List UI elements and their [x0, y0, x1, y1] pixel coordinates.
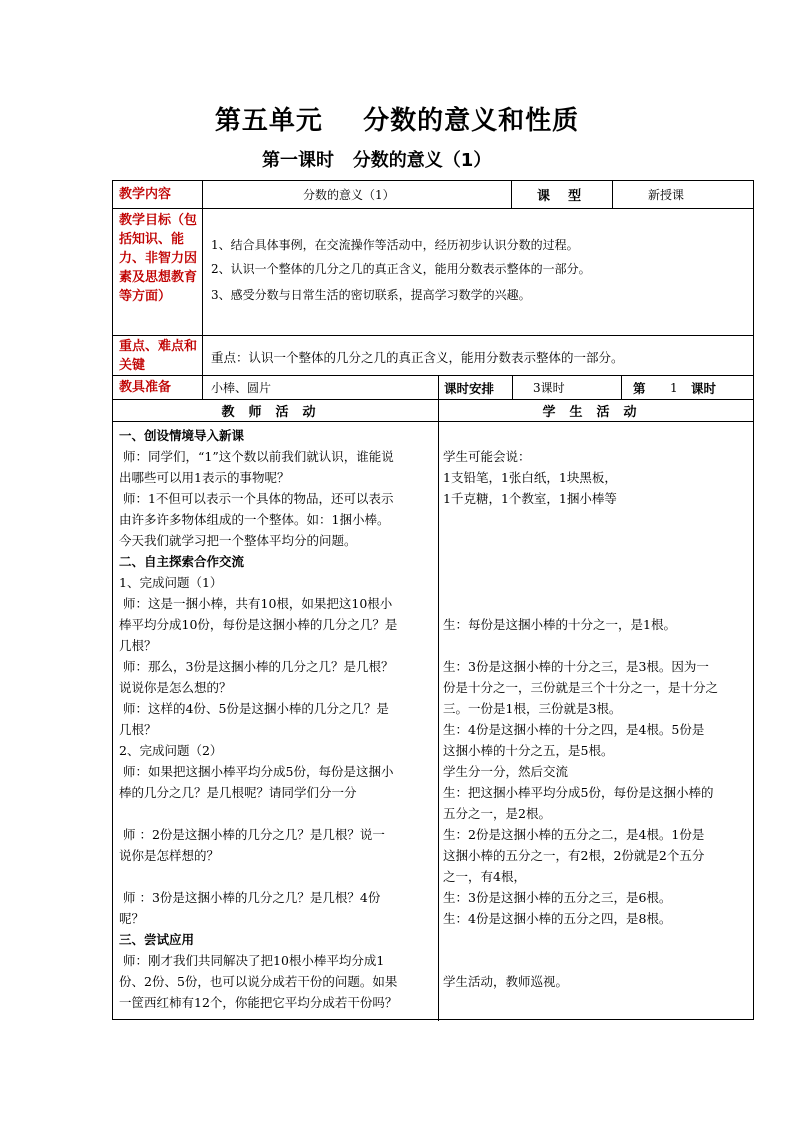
teacher-line: 份、2份、5份，也可以说分成若干份的问题。如果: [119, 974, 398, 989]
student-line: [443, 572, 753, 593]
teacher-line: 棒平均分成10份，每份是这捆小棒的几分之几？是: [119, 617, 398, 632]
student-line: 学生分一分，然后交流: [443, 764, 569, 779]
col-divider: [511, 181, 512, 208]
student-line: [443, 992, 753, 1013]
student-line: 生：3份是这捆小棒的十分之三，是3根。因为一: [443, 659, 709, 674]
teacher-line: [119, 803, 435, 824]
teacher-activity-header: 教师活动: [221, 405, 330, 420]
student-line: 生：2份是这捆小棒的五分之二，是4根。1份是: [443, 827, 705, 842]
student-line: 生：把这捆小棒平均分成5份，每份是这捆小棒的: [443, 785, 714, 800]
section-heading: 三、尝试应用: [119, 932, 195, 947]
schedule-label: 课时安排: [444, 381, 495, 396]
student-line: 三。一份是1根，三份就是3根。: [443, 701, 622, 716]
content-label: 教学内容: [119, 187, 172, 202]
teacher-line: 2、完成问题（2）: [119, 743, 223, 758]
col-divider: [438, 375, 439, 1021]
student-line: 份是十分之一，三份就是三个十分之一，是十分之: [443, 680, 719, 695]
student-line: [443, 635, 753, 656]
student-line: 1千克糖，1个教室，1捆小棒等: [443, 491, 617, 506]
goal-item: 1、结合具体事例，在交流操作等活动中，经历初步认识分数的过程。: [211, 238, 579, 252]
lesson-plan-table: [112, 180, 754, 1020]
teacher-line: [119, 866, 435, 887]
col-divider: [202, 181, 203, 399]
student-line: [443, 950, 753, 971]
student-line: 这捆小棒的五分之一，有2根，2份就是2个五分: [443, 848, 705, 863]
row-divider: [113, 421, 753, 422]
student-line: [443, 551, 753, 572]
student-line: 1支铅笔，1张白纸，1块黑板，: [443, 470, 617, 485]
teacher-line: 师：这样的4份、5份是这捆小棒的几分之几？是: [119, 701, 389, 716]
key-value: 重点：认识一个整体的几分之几的真正含义，能用分数表示整体的一部分。: [211, 350, 624, 365]
teacher-line: 今天我们就学习把一个整体平均分的问题。: [119, 533, 357, 548]
goals-label: 教学目标（包括知识、能力、非智力因素及思想教育等方面）: [119, 213, 198, 304]
teacher-line: 几根？: [119, 638, 157, 653]
teacher-line: 一筐西红柿有12个，你能把它平均分成若干份吗？: [119, 995, 398, 1010]
row-divider: [113, 335, 753, 336]
tools-label: 教具准备: [119, 380, 172, 395]
col-divider: [612, 181, 613, 208]
section-heading: 二、自主探索合作交流: [119, 554, 245, 569]
content-value: 分数的意义（1）: [303, 188, 395, 202]
teacher-line: 师：刚才我们共同解决了把10根小棒平均分成1: [119, 953, 385, 968]
key-label: 重点、难点和关键: [119, 339, 198, 373]
row-divider: [113, 399, 753, 400]
student-line: 之一，有4根，: [443, 869, 526, 884]
teacher-line: 师：这是一捆小棒，共有10根，如果把这10根小: [119, 596, 393, 611]
teacher-line: 由许多许多物体组成的一个整体。如：1捆小棒。: [119, 512, 390, 527]
period-number: 1: [670, 381, 678, 395]
student-activity-header: 学生活动: [542, 405, 651, 420]
goals-list: [211, 236, 751, 304]
tools-value: 小棒、圆片: [211, 381, 272, 395]
section-heading: 一、创设情境导入新课: [119, 428, 245, 443]
teacher-line: 师 ：2份是这捆小棒的几分之几？是几根？说一: [119, 827, 385, 842]
student-line: 学生可能会说：: [443, 449, 531, 464]
student-line: [443, 509, 753, 530]
teacher-line: 师：那么，3份是这捆小棒的几分之几？是几根？: [119, 659, 394, 674]
type-value: 新授课: [648, 188, 685, 202]
student-line: 生：4份是这捆小棒的十分之四，是4根。5份是: [443, 722, 705, 737]
schedule-value: 3课时: [533, 381, 565, 395]
student-line: [443, 530, 753, 551]
student-line: [443, 425, 753, 446]
student-line: 生：3份是这捆小棒的五分之三，是6根。: [443, 890, 672, 905]
goal-item: 3、感受分数与日常生活的密切联系，提高学习数学的兴趣。: [211, 288, 531, 302]
type-label: 课 型: [537, 189, 582, 204]
teacher-line: 师：同学们，“1”这个数以前我们就认识，谁能说: [119, 449, 394, 464]
student-line: [443, 593, 753, 614]
student-line: 生：4份是这捆小棒的五分之四，是8根。: [443, 911, 672, 926]
row-divider: [113, 375, 753, 376]
student-line: [443, 929, 753, 950]
col-divider: [512, 375, 513, 399]
lesson-subtitle: 第一课时 分数的意义（1）: [262, 150, 492, 171]
student-line: 五分之一，是2根。: [443, 806, 551, 821]
row-divider: [113, 208, 753, 209]
teacher-line: 呢？: [119, 911, 145, 926]
page-title: 第五单元 分数的意义和性质: [214, 106, 580, 136]
teacher-line: 师：如果把这捆小棒平均分成5份，每份是这捆小: [119, 764, 394, 779]
period-prefix: 第: [633, 381, 646, 396]
student-activity-column: [443, 425, 753, 1013]
goal-item: 2、认识一个整体的几分之几的真正含义，能用分数表示整体的一部分。: [211, 262, 591, 276]
teacher-activity-column: [119, 425, 435, 1013]
student-line: 学生活动，教师巡视。: [443, 974, 569, 989]
teacher-line: 说你是怎样想的？: [119, 848, 220, 863]
teacher-line: 几根？: [119, 722, 157, 737]
teacher-line: 1、完成问题（1）: [119, 575, 223, 590]
teacher-line: 师：1不但可以表示一个具体的物品，还可以表示: [119, 491, 394, 506]
teacher-line: 说说你是怎么想的？: [119, 680, 232, 695]
teacher-line: 出哪些可以用1表示的事物呢？: [119, 470, 290, 485]
student-line: 生：每份是这捆小棒的十分之一，是1根。: [443, 617, 676, 632]
student-line: 这捆小棒的十分之五，是5根。: [443, 743, 614, 758]
teacher-line: 师 ：3份是这捆小棒的几分之几？是几根？4份: [119, 890, 381, 905]
period-suffix: 课时: [691, 381, 717, 396]
teacher-line: 棒的几分之几？是几根呢？请同学们分一分: [119, 785, 357, 800]
col-divider: [621, 375, 622, 399]
